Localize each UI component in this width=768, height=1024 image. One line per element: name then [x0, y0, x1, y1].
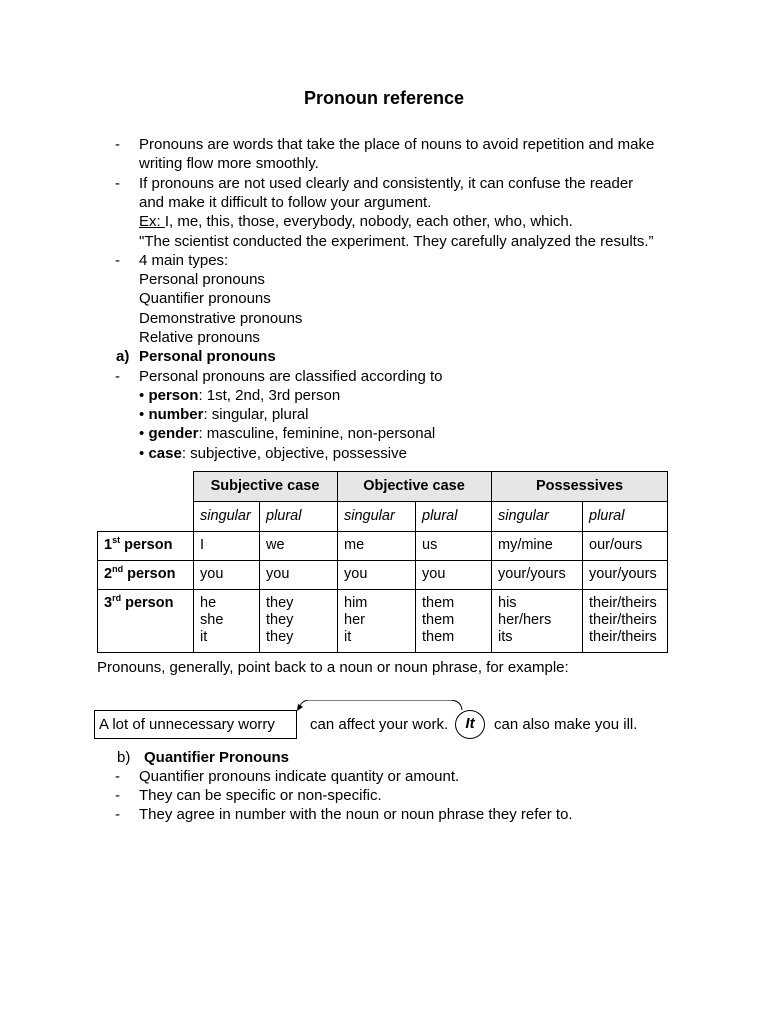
example-text: I, me, this, those, everybody, nobody, each other, who, which.: [164, 213, 573, 230]
after-table-text: Pronouns, generally, point back to a noun or noun phrase, for example:: [97, 659, 569, 676]
classification-item: [139, 405, 309, 424]
table-cell: [582, 595, 668, 646]
row-label: person: [120, 537, 173, 553]
list-dash: -: [115, 768, 120, 785]
row-sup: st: [112, 535, 121, 546]
cell-line: it: [344, 629, 352, 645]
list-dash: -: [115, 787, 120, 804]
table-border: [193, 501, 668, 502]
example-figure: [94, 700, 654, 745]
table-cell: my/mine: [498, 537, 553, 553]
antecedent-box: A lot of unnecessary worry: [94, 710, 297, 739]
cell-line: they: [266, 629, 294, 645]
table-cell: I: [200, 537, 205, 553]
bullet-text: writing flow more smoothly.: [139, 155, 319, 172]
page-title: Pronoun reference: [303, 88, 465, 108]
table-border: [491, 471, 492, 653]
table-cell: you: [422, 566, 446, 582]
subheader-plural: plural: [422, 508, 458, 524]
section-b-heading: Quantifier Pronouns: [144, 749, 290, 766]
table-cell: you: [344, 566, 368, 582]
list-dash: -: [115, 368, 120, 385]
subheader-plural: plural: [266, 508, 302, 524]
example-middle: can affect your work.: [310, 716, 449, 733]
cell-line: their/theirs: [589, 629, 657, 645]
example-line: [139, 212, 573, 231]
bullet-dot: •: [139, 406, 145, 423]
table-cell: we: [266, 537, 285, 553]
cell-line: their/theirs: [589, 595, 657, 611]
type-item: Demonstrative pronouns: [139, 310, 303, 327]
row-num: 3: [104, 595, 113, 611]
cell-line: his: [498, 595, 517, 611]
table-cell: our/ours: [589, 537, 643, 553]
term-desc: : singular, plural: [203, 406, 309, 423]
cell-line: him: [344, 595, 368, 611]
section-a-heading: Personal pronouns: [139, 348, 276, 365]
row-label: person: [121, 595, 174, 611]
table-border: [582, 501, 583, 653]
bullet-text: Pronouns are words that take the place of nouns to avoid repetition and make: [139, 136, 655, 153]
type-item: Quantifier pronouns: [139, 290, 271, 307]
cell-line: her: [344, 612, 365, 628]
row-label-2nd: [97, 560, 193, 589]
cell-line: her/hers: [498, 612, 552, 628]
section-b-item: They agree in number with the noun or noun phrase they refer to.: [139, 806, 573, 823]
table-border: [193, 471, 194, 653]
bullet-dot: •: [139, 387, 145, 404]
row-num: 2: [104, 566, 113, 582]
type-item: Personal pronouns: [139, 271, 265, 288]
term: number: [148, 406, 204, 423]
header-objective: Objective case: [337, 471, 491, 501]
bullet-text: If pronouns are not used clearly and consistently, it can confuse the reader: [139, 175, 634, 192]
table-border: [193, 471, 668, 472]
subheader-singular: singular: [344, 508, 395, 524]
table-border: [259, 501, 260, 653]
cell-line: their/theirs: [589, 612, 657, 628]
row-sup: rd: [112, 593, 122, 604]
type-item: Relative pronouns: [139, 329, 260, 346]
cell-line: he: [200, 595, 217, 611]
row-sup: nd: [112, 564, 124, 575]
table-border: [415, 501, 416, 653]
bullet-dot: •: [139, 445, 145, 462]
list-dash: -: [115, 175, 120, 192]
row-label-1st: [97, 531, 193, 560]
example-label: Ex:: [139, 213, 165, 230]
table-cell: [193, 595, 259, 646]
section-a-intro: Personal pronouns are classified according to: [139, 368, 443, 385]
cell-line: them: [422, 629, 455, 645]
bullet-text: 4 main types:: [139, 252, 229, 269]
cell-line: its: [498, 629, 513, 645]
subheader-plural: plural: [589, 508, 625, 524]
classification-item: [139, 386, 340, 405]
list-dash: -: [115, 806, 120, 823]
classification-item: [139, 424, 435, 443]
table-cell: you: [200, 566, 224, 582]
table-cell: [491, 595, 582, 646]
table-cell: your/yours: [589, 566, 657, 582]
row-label: person: [123, 566, 176, 582]
table-cell: [337, 595, 415, 646]
section-b-item: Quantifier pronouns indicate quantity or amount.: [139, 768, 460, 785]
subheader-singular: singular: [200, 508, 251, 524]
row-label-3rd: [97, 589, 193, 618]
header-possessives: Possessives: [491, 471, 668, 501]
table-cell: your/yours: [498, 566, 566, 582]
cell-line: it: [200, 629, 208, 645]
table-cell: me: [344, 537, 365, 553]
cell-line: them: [422, 612, 455, 628]
term-desc: : 1st, 2nd, 3rd person: [198, 387, 341, 404]
cell-line: she: [200, 612, 224, 628]
quote-line: "The scientist conducted the experiment. They carefully analyzed the results.”: [139, 233, 654, 250]
table-cell: you: [266, 566, 290, 582]
row-num: 1: [104, 537, 113, 553]
example-end: can also make you ill.: [494, 716, 638, 733]
cell-line: them: [422, 595, 455, 611]
term: gender: [148, 425, 199, 442]
cell-line: they: [266, 612, 294, 628]
bullet-text: and make it difficult to follow your argument.: [139, 194, 432, 211]
table-cell: us: [422, 537, 438, 553]
list-dash: -: [115, 252, 120, 269]
list-dash: -: [115, 136, 120, 153]
table-border: [337, 471, 338, 653]
section-b-marker: b): [117, 749, 131, 766]
term-desc: : masculine, feminine, non-personal: [198, 425, 436, 442]
bullet-dot: •: [139, 425, 145, 442]
subheader-singular: singular: [498, 508, 549, 524]
section-a-marker: a): [116, 348, 130, 365]
term-desc: : subjective, objective, possessive: [181, 445, 407, 462]
classification-item: [139, 444, 407, 463]
term: case: [148, 445, 182, 462]
term: person: [148, 387, 199, 404]
table-border: [667, 471, 668, 653]
section-b-item: They can be specific or non-specific.: [139, 787, 382, 804]
cell-line: they: [266, 595, 294, 611]
header-subjective: Subjective case: [193, 471, 337, 501]
table-cell: [415, 595, 491, 646]
table-cell: [259, 595, 337, 646]
pronoun-table: [97, 471, 668, 653]
pronoun-circle: It: [455, 710, 485, 739]
table-border: [97, 531, 98, 653]
